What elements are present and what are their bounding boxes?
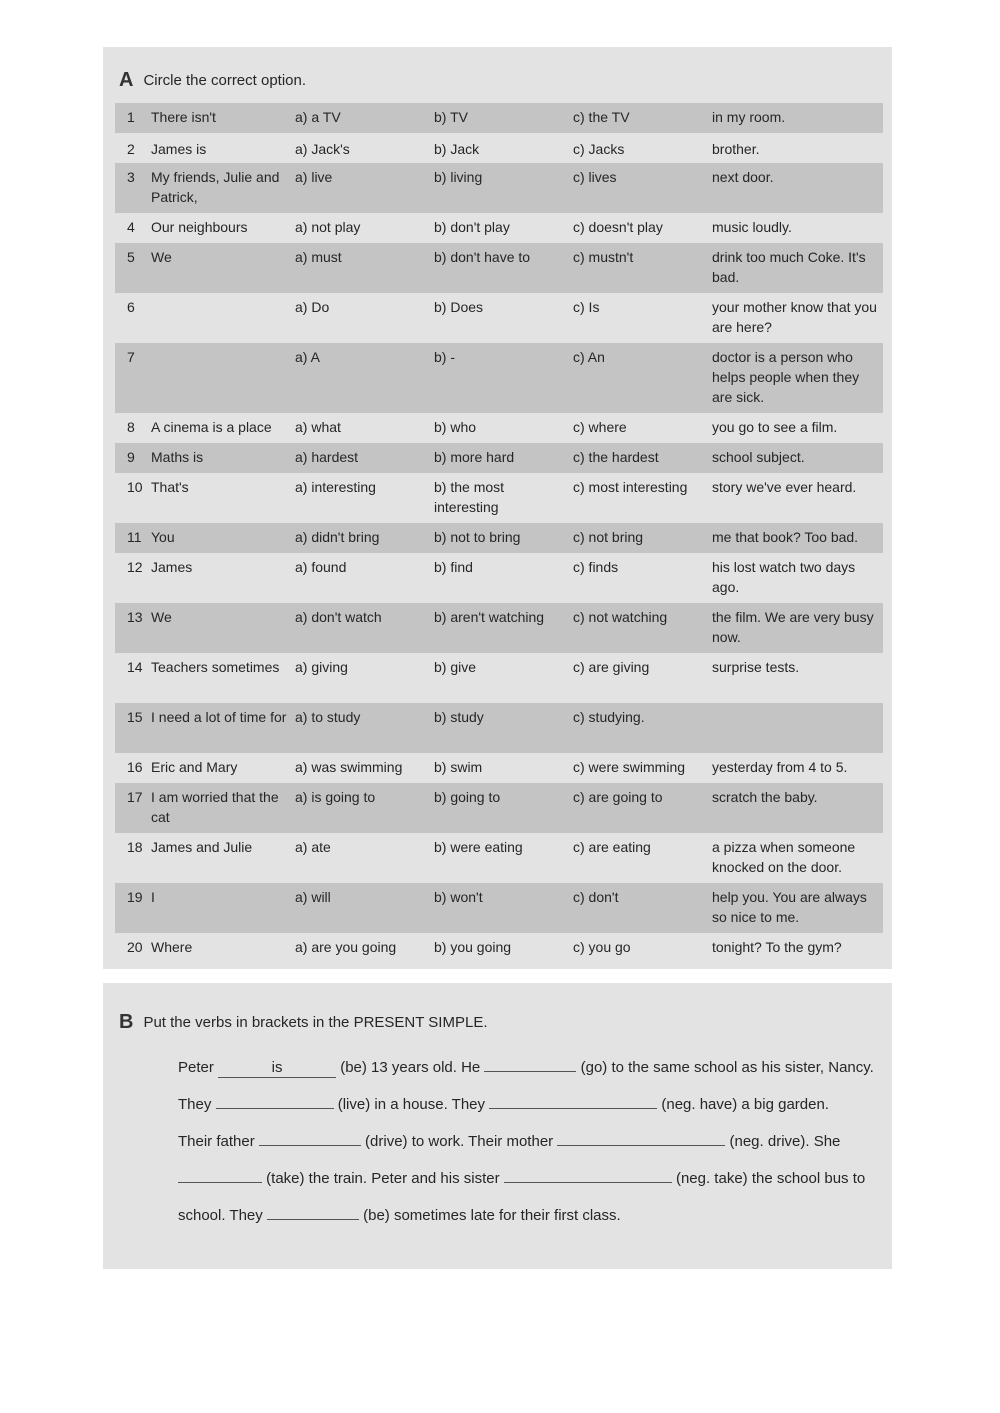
question-row-9 — [115, 443, 883, 473]
option-a[interactable]: a) Jack's — [295, 141, 350, 157]
option-c[interactable]: c) finds — [573, 559, 619, 575]
question-row-18 — [115, 833, 883, 883]
option-c[interactable]: c) don't — [573, 889, 619, 905]
sentence-ending: the film. We are very busy now. — [712, 609, 874, 645]
option-c[interactable]: c) are eating — [573, 839, 651, 855]
question-number: 20 — [127, 939, 143, 955]
question-row-6 — [115, 293, 883, 343]
question-number: 13 — [127, 609, 143, 625]
question-stem: Our neighbours — [151, 219, 248, 235]
question-stem-cell — [127, 347, 292, 367]
question-stem-cell — [127, 107, 292, 127]
option-c[interactable]: c) mustn't — [573, 249, 634, 265]
question-stem-cell — [127, 657, 292, 677]
paragraph-text: (neg. drive). She — [729, 1133, 841, 1150]
sentence-ending: doctor is a person who helps people when they are sick. — [712, 349, 860, 405]
sentence-ending: your mother know that you are here? — [712, 299, 877, 335]
paragraph-text: (drive) to work. Their mother — [365, 1133, 554, 1150]
option-a[interactable]: a) live — [295, 169, 333, 185]
sentence-ending: in my room. — [712, 109, 786, 125]
question-row-7 — [115, 343, 883, 413]
option-b[interactable]: b) don't play — [434, 219, 510, 235]
option-a[interactable]: a) A — [295, 349, 320, 365]
option-b[interactable]: b) more hard — [434, 449, 515, 465]
option-a[interactable]: a) was swimming — [295, 759, 403, 775]
question-row-3 — [115, 163, 883, 213]
question-stem: Where — [151, 939, 193, 955]
question-row-12 — [115, 553, 883, 603]
question-number: 19 — [127, 889, 143, 905]
option-a[interactable]: a) don't watch — [295, 609, 382, 625]
option-c[interactable]: c) the TV — [573, 109, 630, 125]
option-c[interactable]: c) the hardest — [573, 449, 659, 465]
question-stem-cell — [127, 247, 292, 267]
question-stem: James — [151, 559, 193, 575]
question-stem — [151, 297, 292, 317]
question-stem-cell — [127, 707, 292, 727]
exercise-a-panel — [103, 47, 892, 969]
paragraph-line-4 — [178, 1160, 888, 1197]
option-c[interactable]: c) you go — [573, 939, 631, 955]
exercise-a-instruction: Circle the correct option. — [143, 72, 307, 89]
option-b[interactable]: b) TV — [434, 109, 468, 125]
option-c[interactable]: c) where — [573, 419, 627, 435]
option-b[interactable]: b) Jack — [434, 141, 480, 157]
answer-blank[interactable] — [489, 1090, 657, 1109]
option-a[interactable]: a) Do — [295, 299, 330, 315]
question-number: 18 — [127, 839, 143, 855]
question-stem: Eric and Mary — [151, 759, 238, 775]
paragraph-line-5 — [178, 1197, 888, 1234]
question-row-16 — [115, 753, 883, 783]
sentence-ending: help you. You are always so nice to me. — [712, 889, 867, 925]
option-b[interactable]: b) Does — [434, 299, 484, 315]
option-a[interactable]: a) to study — [295, 709, 361, 725]
option-b[interactable]: b) not to bring — [434, 529, 521, 545]
paragraph-text: Their father — [178, 1133, 255, 1150]
option-b[interactable]: b) swim — [434, 759, 483, 775]
question-row-15 — [115, 703, 883, 753]
question-number: 6 — [127, 299, 135, 315]
answer-blank[interactable] — [178, 1164, 262, 1183]
question-stem-cell — [127, 837, 292, 857]
paragraph-line-2 — [178, 1086, 888, 1123]
question-stem-cell — [127, 887, 292, 907]
question-number: 17 — [127, 789, 143, 805]
answer-blank[interactable] — [484, 1053, 576, 1072]
option-a[interactable]: a) interesting — [295, 479, 376, 495]
question-stem: James and Julie — [151, 839, 253, 855]
option-b[interactable]: b) won't — [434, 889, 483, 905]
question-stem-cell — [127, 527, 292, 547]
option-c[interactable]: c) doesn't play — [573, 219, 663, 235]
sentence-ending: surprise tests. — [712, 659, 800, 675]
question-number: 1 — [127, 109, 135, 125]
paragraph-line-3 — [178, 1123, 888, 1160]
option-c[interactable]: c) studying. — [573, 709, 645, 725]
sentence-ending: brother. — [712, 141, 760, 157]
option-b[interactable]: b) living — [434, 169, 483, 185]
option-a[interactable]: a) not play — [295, 219, 361, 235]
question-number: 2 — [127, 141, 135, 157]
section-letter-a: A — [119, 69, 134, 91]
question-row-4 — [115, 213, 883, 243]
option-b[interactable]: b) aren't watching — [434, 609, 545, 625]
paragraph-text: (neg. have) a big garden. — [661, 1096, 829, 1113]
question-stem-cell — [127, 607, 292, 627]
option-b[interactable]: b) find — [434, 559, 473, 575]
question-stem-cell — [127, 447, 292, 467]
option-c[interactable]: c) are going to — [573, 789, 663, 805]
paragraph-text: (go) to the same school as his sister, Nancy. — [580, 1059, 874, 1076]
option-c[interactable]: c) were swimming — [573, 759, 686, 775]
question-stem: Maths is — [151, 449, 204, 465]
question-stem-cell — [127, 787, 292, 827]
question-stem-cell — [127, 477, 292, 497]
option-a[interactable]: a) will — [295, 889, 331, 905]
option-a[interactable]: a) hardest — [295, 449, 359, 465]
paragraph-text: school. They — [178, 1207, 263, 1224]
paragraph-text: (take) the train. Peter and his sister — [266, 1170, 500, 1187]
question-number: 12 — [127, 559, 143, 575]
option-b[interactable]: b) you going — [434, 939, 512, 955]
paragraph-text: (be) 13 years old. He — [340, 1059, 481, 1076]
question-stem: We — [151, 249, 172, 265]
question-number: 16 — [127, 759, 143, 775]
sentence-ending: next door. — [712, 169, 774, 185]
option-c[interactable]: c) Jacks — [573, 141, 625, 157]
question-number: 14 — [127, 659, 143, 675]
option-c[interactable]: c) lives — [573, 169, 617, 185]
question-stem-cell — [127, 757, 292, 777]
option-a[interactable]: a) giving — [295, 659, 348, 675]
question-stem-cell — [127, 167, 292, 207]
question-row-14 — [115, 653, 883, 703]
question-stem-cell — [127, 217, 292, 237]
exercise-a-heading — [119, 69, 306, 92]
answer-blank[interactable] — [216, 1090, 334, 1109]
answer-blank[interactable] — [504, 1164, 672, 1183]
option-b[interactable]: b) going to — [434, 789, 501, 805]
sentence-ending: me that book? Too bad. — [712, 529, 859, 545]
option-b[interactable]: b) don't have to — [434, 249, 531, 265]
sentence-ending: you go to see a film. — [712, 419, 838, 435]
exercise-b-heading — [119, 1011, 488, 1034]
sentence-ending: a pizza when someone knocked on the door. — [712, 839, 856, 875]
paragraph-line-1 — [178, 1049, 888, 1086]
question-row-19 — [115, 883, 883, 933]
option-c[interactable]: c) are giving — [573, 659, 650, 675]
sentence-ending: story we've ever heard. — [712, 479, 857, 495]
option-c[interactable]: c) An — [573, 349, 605, 365]
question-stem-cell — [127, 557, 292, 577]
question-row-20 — [115, 933, 883, 963]
question-stem: There isn't — [151, 109, 216, 125]
paragraph-text: (neg. take) the school bus to — [675, 1170, 866, 1187]
exercise-b-instruction: Put the verbs in brackets in the PRESENT SIMPLE. — [143, 1014, 488, 1031]
option-a[interactable]: a) ate — [295, 839, 331, 855]
option-c[interactable]: c) not bring — [573, 529, 644, 545]
question-stem: We — [151, 609, 172, 625]
option-a[interactable]: a) must — [295, 249, 342, 265]
sentence-ending: music loudly. — [712, 219, 792, 235]
question-stem: I need a lot of time for — [151, 709, 287, 725]
question-stem-cell — [127, 297, 292, 317]
paragraph-text: Peter — [178, 1059, 214, 1076]
sentence-ending: tonight? To the gym? — [712, 939, 842, 955]
question-stem: A cinema is a place — [151, 419, 272, 435]
answer-blank[interactable] — [267, 1201, 359, 1220]
paragraph-text: They — [178, 1096, 212, 1113]
question-stem: Teachers sometimes — [151, 659, 280, 675]
option-a[interactable]: a) is going to — [295, 789, 376, 805]
question-stem: My friends, Julie and Patrick, — [151, 169, 280, 205]
answer-blank[interactable] — [259, 1127, 361, 1146]
fill-in-paragraph — [178, 1049, 888, 1234]
answer-blank[interactable]: is — [218, 1059, 336, 1078]
question-row-17 — [115, 783, 883, 833]
option-b[interactable]: b) give — [434, 659, 477, 675]
question-number: 5 — [127, 249, 135, 265]
question-stem: That's — [151, 479, 189, 495]
question-row-10 — [115, 473, 883, 523]
option-a[interactable]: a) are you going — [295, 939, 397, 955]
question-row-2 — [115, 135, 883, 163]
paragraph-text: (be) sometimes late for their first class. — [363, 1207, 621, 1224]
sentence-ending: school subject. — [712, 449, 805, 465]
question-number: 11 — [127, 529, 142, 545]
option-b[interactable]: b) were eating — [434, 839, 523, 855]
option-c[interactable]: c) most interesting — [573, 479, 688, 495]
question-row-11 — [115, 523, 883, 553]
exercise-b-panel — [103, 983, 892, 1269]
option-a[interactable]: a) a TV — [295, 109, 341, 125]
section-letter-b: B — [119, 1011, 134, 1033]
question-row-1 — [115, 103, 883, 133]
option-a[interactable]: a) what — [295, 419, 341, 435]
question-number: 4 — [127, 219, 135, 235]
question-number: 9 — [127, 449, 135, 465]
question-number: 10 — [127, 479, 143, 495]
question-stem: I — [151, 889, 155, 905]
paragraph-text: (live) in a house. They — [337, 1096, 486, 1113]
question-stem-cell — [127, 139, 292, 159]
question-stem: You — [151, 529, 175, 545]
sentence-ending: yesterday from 4 to 5. — [712, 759, 848, 775]
question-stem-cell — [127, 937, 292, 957]
question-row-5 — [115, 243, 883, 293]
question-row-13 — [115, 603, 883, 653]
question-stem — [151, 347, 292, 367]
answer-blank[interactable] — [557, 1127, 725, 1146]
option-b[interactable]: b) the most interesting — [434, 479, 505, 515]
sentence-ending: drink too much Coke. It's bad. — [712, 249, 866, 285]
question-stem: I am worried that the cat — [151, 789, 279, 825]
question-stem-cell — [127, 417, 292, 437]
sentence-ending: his lost watch two days ago. — [712, 559, 856, 595]
question-row-8 — [115, 413, 883, 443]
question-number: 3 — [127, 169, 135, 185]
sentence-ending: scratch the baby. — [712, 789, 818, 805]
option-a[interactable]: a) didn't bring — [295, 529, 380, 545]
option-b[interactable]: b) study — [434, 709, 484, 725]
option-c[interactable]: c) not watching — [573, 609, 668, 625]
option-c[interactable]: c) Is — [573, 299, 600, 315]
question-stem: James is — [151, 141, 207, 157]
question-number: 15 — [127, 709, 143, 725]
question-number: 8 — [127, 419, 135, 435]
option-b[interactable]: b) - — [434, 349, 455, 365]
question-number: 7 — [127, 349, 135, 365]
option-a[interactable]: a) found — [295, 559, 347, 575]
option-b[interactable]: b) who — [434, 419, 477, 435]
